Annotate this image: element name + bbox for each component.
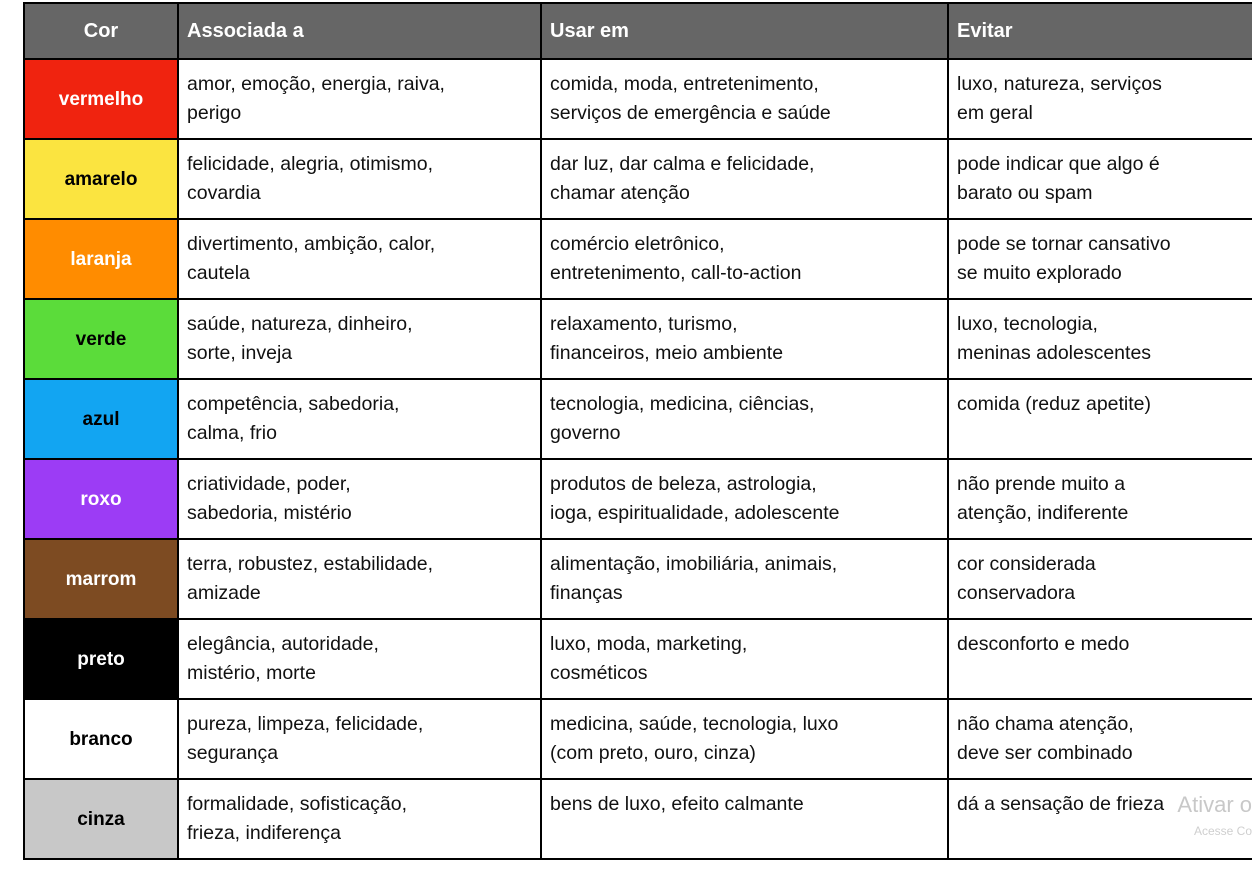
associada-cell bbox=[178, 379, 541, 459]
evitar-cell bbox=[948, 219, 1252, 299]
cell-line: cautela bbox=[187, 262, 250, 284]
cell-line: desconforto e medo bbox=[957, 633, 1130, 655]
cell-line: amor, emoção, energia, raiva, bbox=[187, 73, 445, 95]
cell-line: comida, moda, entretenimento, bbox=[550, 73, 819, 95]
cell-line: cosméticos bbox=[550, 662, 648, 684]
cell-line bbox=[550, 819, 947, 848]
table-row bbox=[24, 779, 1252, 859]
cell-line: luxo, natureza, serviços bbox=[957, 73, 1162, 95]
cell-line: luxo, moda, marketing, bbox=[550, 633, 748, 655]
usar-em-cell bbox=[541, 619, 948, 699]
cell-line: relaxamento, turismo, bbox=[550, 313, 738, 335]
cell-line: frieza, indiferença bbox=[187, 822, 341, 844]
cell-line: sabedoria, mistério bbox=[187, 502, 352, 524]
usar-em-cell bbox=[541, 219, 948, 299]
cell-line: produtos de beleza, astrologia, bbox=[550, 473, 817, 495]
cell-line: tecnologia, medicina, ciências, bbox=[550, 393, 815, 415]
cell-line: amizade bbox=[187, 582, 261, 604]
cell-line: terra, robustez, estabilidade, bbox=[187, 553, 434, 575]
cell-line: pureza, limpeza, felicidade, bbox=[187, 713, 424, 735]
cell-line: calma, frio bbox=[187, 422, 277, 444]
cell-line: (com preto, ouro, cinza) bbox=[550, 742, 756, 764]
evitar-cell bbox=[948, 299, 1252, 379]
cell-line: alimentação, imobiliária, animais, bbox=[550, 553, 838, 575]
table-row bbox=[24, 619, 1252, 699]
cell-line: entretenimento, call-to-action bbox=[550, 262, 802, 284]
cell-line: serviços de emergência e saúde bbox=[550, 102, 831, 124]
cell-line: bens de luxo, efeito calmante bbox=[550, 793, 804, 815]
usar-em-cell bbox=[541, 139, 948, 219]
associada-cell bbox=[178, 59, 541, 139]
cell-line: mistério, morte bbox=[187, 662, 316, 684]
header-associada: Associada a bbox=[178, 3, 541, 59]
cell-line: dá a sensação de frieza bbox=[957, 793, 1165, 815]
color-name-cell: cinza bbox=[24, 779, 178, 859]
cell-line: atenção, indiferente bbox=[957, 502, 1129, 524]
table-row bbox=[24, 139, 1252, 219]
evitar-cell bbox=[948, 379, 1252, 459]
cell-line: deve ser combinado bbox=[957, 742, 1133, 764]
cell-line: em geral bbox=[957, 102, 1033, 124]
header-evitar: Evitar bbox=[948, 3, 1252, 59]
table-row bbox=[24, 699, 1252, 779]
cell-line: pode indicar que algo é bbox=[957, 153, 1160, 175]
cell-line: não chama atenção, bbox=[957, 713, 1134, 735]
associada-cell bbox=[178, 539, 541, 619]
usar-em-cell bbox=[541, 59, 948, 139]
cell-line: felicidade, alegria, otimismo, bbox=[187, 153, 434, 175]
header-row bbox=[24, 3, 1252, 59]
color-name-cell: roxo bbox=[24, 459, 178, 539]
cell-line: pode se tornar cansativo bbox=[957, 233, 1171, 255]
cell-line: comida (reduz apetite) bbox=[957, 393, 1152, 415]
cell-line: meninas adolescentes bbox=[957, 342, 1152, 364]
color-name-cell: preto bbox=[24, 619, 178, 699]
cell-line: conservadora bbox=[957, 582, 1076, 604]
associada-cell bbox=[178, 619, 541, 699]
table-row bbox=[24, 459, 1252, 539]
color-name-cell: amarelo bbox=[24, 139, 178, 219]
associada-cell bbox=[178, 699, 541, 779]
cell-line: elegância, autoridade, bbox=[187, 633, 379, 655]
color-meaning-table bbox=[23, 2, 1252, 860]
usar-em-cell bbox=[541, 699, 948, 779]
color-name-cell: azul bbox=[24, 379, 178, 459]
cell-line: comércio eletrônico, bbox=[550, 233, 725, 255]
cell-line: financeiros, meio ambiente bbox=[550, 342, 784, 364]
usar-em-cell bbox=[541, 459, 948, 539]
cell-line: barato ou spam bbox=[957, 182, 1093, 204]
evitar-cell bbox=[948, 539, 1252, 619]
activation-watermark-sub: Acesse Co bbox=[1193, 824, 1252, 838]
table-row bbox=[24, 299, 1252, 379]
evitar-cell bbox=[948, 139, 1252, 219]
header-usar: Usar em bbox=[541, 3, 948, 59]
usar-em-cell bbox=[541, 379, 948, 459]
evitar-cell bbox=[948, 459, 1252, 539]
associada-cell bbox=[178, 299, 541, 379]
cell-line: covardia bbox=[187, 182, 261, 204]
evitar-cell bbox=[948, 699, 1252, 779]
cell-line: chamar atenção bbox=[550, 182, 690, 204]
evitar-cell bbox=[948, 779, 1252, 859]
color-name-cell: verde bbox=[24, 299, 178, 379]
cell-line bbox=[957, 419, 1252, 448]
evitar-cell bbox=[948, 619, 1252, 699]
table-row bbox=[24, 379, 1252, 459]
color-name-cell: branco bbox=[24, 699, 178, 779]
cell-line: ioga, espiritualidade, adolescente bbox=[550, 502, 840, 524]
color-name-cell: laranja bbox=[24, 219, 178, 299]
cell-line: finanças bbox=[550, 582, 623, 604]
associada-cell bbox=[178, 219, 541, 299]
associada-cell bbox=[178, 139, 541, 219]
cell-line: se muito explorado bbox=[957, 262, 1122, 284]
header-cor: Cor bbox=[24, 3, 178, 59]
evitar-cell bbox=[948, 59, 1252, 139]
table-row bbox=[24, 219, 1252, 299]
cell-line: luxo, tecnologia, bbox=[957, 313, 1098, 335]
cell-line: sorte, inveja bbox=[187, 342, 293, 364]
cell-line: não prende muito a bbox=[957, 473, 1126, 495]
table-row bbox=[24, 539, 1252, 619]
table-row bbox=[24, 59, 1252, 139]
associada-cell bbox=[178, 779, 541, 859]
cell-line: medicina, saúde, tecnologia, luxo bbox=[550, 713, 839, 735]
cell-line: governo bbox=[550, 422, 621, 444]
usar-em-cell bbox=[541, 299, 948, 379]
usar-em-cell bbox=[541, 779, 948, 859]
cell-line: divertimento, ambição, calor, bbox=[187, 233, 436, 255]
cell-line bbox=[957, 659, 1252, 688]
color-name-cell: vermelho bbox=[24, 59, 178, 139]
color-name-cell: marrom bbox=[24, 539, 178, 619]
activation-watermark: Ativar o bbox=[1177, 792, 1252, 817]
usar-em-cell bbox=[541, 539, 948, 619]
cell-line: competência, sabedoria, bbox=[187, 393, 400, 415]
cell-line: segurança bbox=[187, 742, 279, 764]
cell-line: perigo bbox=[187, 102, 242, 124]
cell-line: formalidade, sofisticação, bbox=[187, 793, 408, 815]
cell-line: cor considerada bbox=[957, 553, 1096, 575]
cell-line: saúde, natureza, dinheiro, bbox=[187, 313, 413, 335]
associada-cell bbox=[178, 459, 541, 539]
cell-line: dar luz, dar calma e felicidade, bbox=[550, 153, 815, 175]
cell-line: criatividade, poder, bbox=[187, 473, 351, 495]
